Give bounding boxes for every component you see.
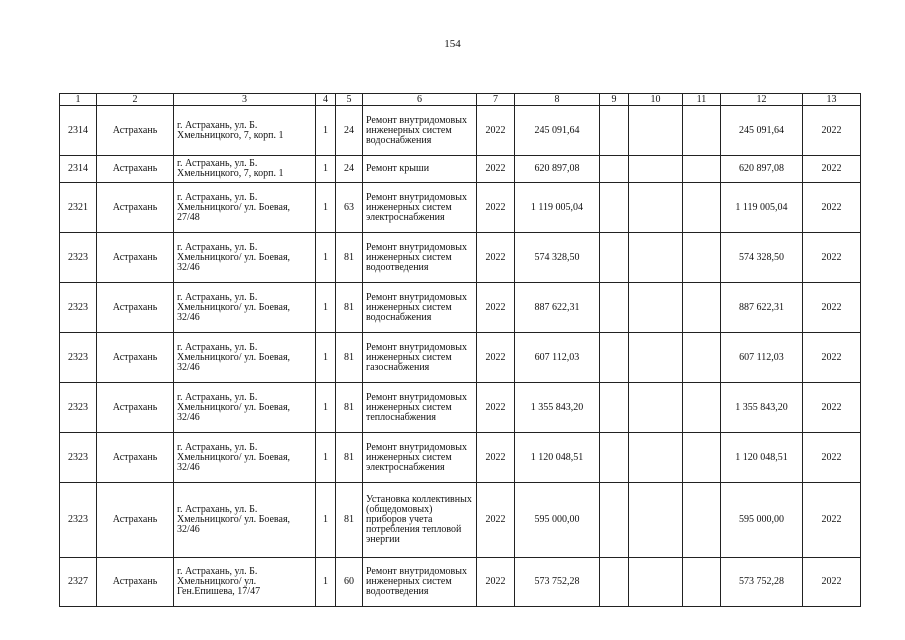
column-number: 4 — [316, 94, 336, 106]
quantity-cell: 1 — [316, 433, 336, 483]
col10-cell — [629, 383, 683, 433]
year-cell: 2022 — [477, 483, 515, 558]
column-number: 8 — [515, 94, 600, 106]
work-type-cell: Ремонт внутридомовых инженерных систем водоотведения — [363, 233, 477, 283]
work-type-cell: Ремонт внутридомовых инженерных систем электроснабжения — [363, 433, 477, 483]
col11-cell — [683, 383, 721, 433]
work-type-cell: Ремонт внутридомовых инженерных систем газоснабжения — [363, 333, 477, 383]
col9-cell — [600, 106, 629, 156]
table-row — [60, 106, 861, 156]
object-number-cell: 2323 — [60, 483, 97, 558]
work-type-cell: Ремонт внутридомовых инженерных систем водоснабжения — [363, 106, 477, 156]
col9-cell — [600, 233, 629, 283]
cost-cell: 1 119 005,04 — [515, 183, 600, 233]
address-cell: г. Астрахань, ул. Б. Хмельницкого/ ул. Боевая, 32/46 — [174, 283, 316, 333]
address-cell: г. Астрахань, ул. Б. Хмельницкого/ ул. Боевая, 32/46 — [174, 483, 316, 558]
address-cell: г. Астрахань, ул. Б. Хмельницкого/ ул. Ген.Епишева, 17/47 — [174, 558, 316, 607]
column-number: 13 — [803, 94, 861, 106]
completion-year-cell: 2022 — [803, 183, 861, 233]
col11-cell — [683, 106, 721, 156]
table-row — [60, 183, 861, 233]
municipality-cell: Астрахань — [97, 156, 174, 183]
completion-year-cell: 2022 — [803, 106, 861, 156]
year-cell: 2022 — [477, 183, 515, 233]
work-type-cell: Ремонт крыши — [363, 156, 477, 183]
work-type-cell: Ремонт внутридомовых инженерных систем водоотведения — [363, 558, 477, 607]
cost-cell: 573 752,28 — [515, 558, 600, 607]
col9-cell — [600, 558, 629, 607]
table-row — [60, 383, 861, 433]
page-number: 154 — [444, 38, 461, 50]
cost-cell: 1 120 048,51 — [515, 433, 600, 483]
col10-cell — [629, 233, 683, 283]
municipality-cell: Астрахань — [97, 183, 174, 233]
quantity-cell: 1 — [316, 558, 336, 607]
col10-cell — [629, 433, 683, 483]
object-number-cell: 2327 — [60, 558, 97, 607]
municipality-cell: Астрахань — [97, 106, 174, 156]
col10-cell — [629, 106, 683, 156]
quantity-cell: 1 — [316, 183, 336, 233]
col10-cell — [629, 333, 683, 383]
work-type-cell: Ремонт внутридомовых инженерных систем теплоснабжения — [363, 383, 477, 433]
municipality-cell: Астрахань — [97, 283, 174, 333]
column-number: 6 — [363, 94, 477, 106]
quantity-cell: 1 — [316, 383, 336, 433]
address-cell: г. Астрахань, ул. Б. Хмельницкого, 7, корп. 1 — [174, 106, 316, 156]
year-cell: 2022 — [477, 106, 515, 156]
total-cost-cell: 573 752,28 — [721, 558, 803, 607]
column-number: 1 — [60, 94, 97, 106]
object-number-cell: 2323 — [60, 433, 97, 483]
column-number: 11 — [683, 94, 721, 106]
year-cell: 2022 — [477, 333, 515, 383]
col9-cell — [600, 383, 629, 433]
column-number: 2 — [97, 94, 174, 106]
address-cell: г. Астрахань, ул. Б. Хмельницкого/ ул. Боевая, 27/48 — [174, 183, 316, 233]
municipality-cell: Астрахань — [97, 233, 174, 283]
object-number-cell: 2314 — [60, 156, 97, 183]
col11-cell — [683, 558, 721, 607]
total-cost-cell: 1 355 843,20 — [721, 383, 803, 433]
col11-cell — [683, 233, 721, 283]
total-cost-cell: 595 000,00 — [721, 483, 803, 558]
table-row — [60, 156, 861, 183]
col10-cell — [629, 558, 683, 607]
address-cell: г. Астрахань, ул. Б. Хмельницкого/ ул. Боевая, 32/46 — [174, 433, 316, 483]
col9-cell — [600, 156, 629, 183]
quantity-cell: 1 — [316, 233, 336, 283]
apartments-cell: 81 — [336, 233, 363, 283]
col11-cell — [683, 183, 721, 233]
col11-cell — [683, 433, 721, 483]
completion-year-cell: 2022 — [803, 333, 861, 383]
cost-cell: 887 622,31 — [515, 283, 600, 333]
total-cost-cell: 1 120 048,51 — [721, 433, 803, 483]
municipality-cell: Астрахань — [97, 433, 174, 483]
year-cell: 2022 — [477, 558, 515, 607]
municipality-cell: Астрахань — [97, 383, 174, 433]
apartments-cell: 81 — [336, 383, 363, 433]
year-cell: 2022 — [477, 433, 515, 483]
apartments-cell: 63 — [336, 183, 363, 233]
quantity-cell: 1 — [316, 483, 336, 558]
total-cost-cell: 887 622,31 — [721, 283, 803, 333]
column-number: 3 — [174, 94, 316, 106]
table-row — [60, 483, 861, 558]
cost-cell: 245 091,64 — [515, 106, 600, 156]
municipality-cell: Астрахань — [97, 558, 174, 607]
year-cell: 2022 — [477, 156, 515, 183]
col9-cell — [600, 333, 629, 383]
object-number-cell: 2323 — [60, 333, 97, 383]
total-cost-cell: 1 119 005,04 — [721, 183, 803, 233]
total-cost-cell: 607 112,03 — [721, 333, 803, 383]
quantity-cell: 1 — [316, 333, 336, 383]
column-number: 7 — [477, 94, 515, 106]
address-cell: г. Астрахань, ул. Б. Хмельницкого/ ул. Боевая, 32/46 — [174, 333, 316, 383]
column-number: 12 — [721, 94, 803, 106]
cost-cell: 595 000,00 — [515, 483, 600, 558]
municipality-cell: Астрахань — [97, 333, 174, 383]
cost-cell: 574 328,50 — [515, 233, 600, 283]
total-cost-cell: 245 091,64 — [721, 106, 803, 156]
apartments-cell: 81 — [336, 483, 363, 558]
apartments-cell: 24 — [336, 106, 363, 156]
capital-repair-table — [59, 93, 861, 607]
completion-year-cell: 2022 — [803, 283, 861, 333]
col9-cell — [600, 483, 629, 558]
object-number-cell: 2321 — [60, 183, 97, 233]
address-cell: г. Астрахань, ул. Б. Хмельницкого/ ул. Боевая, 32/46 — [174, 233, 316, 283]
year-cell: 2022 — [477, 283, 515, 333]
table-row — [60, 333, 861, 383]
object-number-cell: 2314 — [60, 106, 97, 156]
total-cost-cell: 620 897,08 — [721, 156, 803, 183]
completion-year-cell: 2022 — [803, 383, 861, 433]
apartments-cell: 81 — [336, 433, 363, 483]
object-number-cell: 2323 — [60, 283, 97, 333]
col10-cell — [629, 183, 683, 233]
apartments-cell: 24 — [336, 156, 363, 183]
table-row — [60, 283, 861, 333]
quantity-cell: 1 — [316, 156, 336, 183]
col10-cell — [629, 283, 683, 333]
column-number: 10 — [629, 94, 683, 106]
object-number-cell: 2323 — [60, 383, 97, 433]
object-number-cell: 2323 — [60, 233, 97, 283]
col11-cell — [683, 333, 721, 383]
col9-cell — [600, 433, 629, 483]
column-number-row — [60, 94, 861, 106]
cost-cell: 620 897,08 — [515, 156, 600, 183]
col11-cell — [683, 283, 721, 333]
apartments-cell: 60 — [336, 558, 363, 607]
cost-cell: 607 112,03 — [515, 333, 600, 383]
col11-cell — [683, 156, 721, 183]
cost-cell: 1 355 843,20 — [515, 383, 600, 433]
table-row — [60, 558, 861, 607]
table-row — [60, 233, 861, 283]
work-type-cell: Установка коллективных (общедомовых) приборов учета потребления тепловой энергии — [363, 483, 477, 558]
col10-cell — [629, 156, 683, 183]
quantity-cell: 1 — [316, 106, 336, 156]
year-cell: 2022 — [477, 233, 515, 283]
completion-year-cell: 2022 — [803, 233, 861, 283]
col11-cell — [683, 483, 721, 558]
apartments-cell: 81 — [336, 333, 363, 383]
completion-year-cell: 2022 — [803, 433, 861, 483]
completion-year-cell: 2022 — [803, 156, 861, 183]
address-cell: г. Астрахань, ул. Б. Хмельницкого/ ул. Боевая, 32/46 — [174, 383, 316, 433]
completion-year-cell: 2022 — [803, 558, 861, 607]
work-type-cell: Ремонт внутридомовых инженерных систем электроснабжения — [363, 183, 477, 233]
col9-cell — [600, 183, 629, 233]
apartments-cell: 81 — [336, 283, 363, 333]
col9-cell — [600, 283, 629, 333]
column-number: 9 — [600, 94, 629, 106]
work-type-cell: Ремонт внутридомовых инженерных систем водоснабжения — [363, 283, 477, 333]
municipality-cell: Астрахань — [97, 483, 174, 558]
column-number: 5 — [336, 94, 363, 106]
completion-year-cell: 2022 — [803, 483, 861, 558]
table-row — [60, 433, 861, 483]
year-cell: 2022 — [477, 383, 515, 433]
col10-cell — [629, 483, 683, 558]
total-cost-cell: 574 328,50 — [721, 233, 803, 283]
address-cell: г. Астрахань, ул. Б. Хмельницкого, 7, корп. 1 — [174, 156, 316, 183]
quantity-cell: 1 — [316, 283, 336, 333]
